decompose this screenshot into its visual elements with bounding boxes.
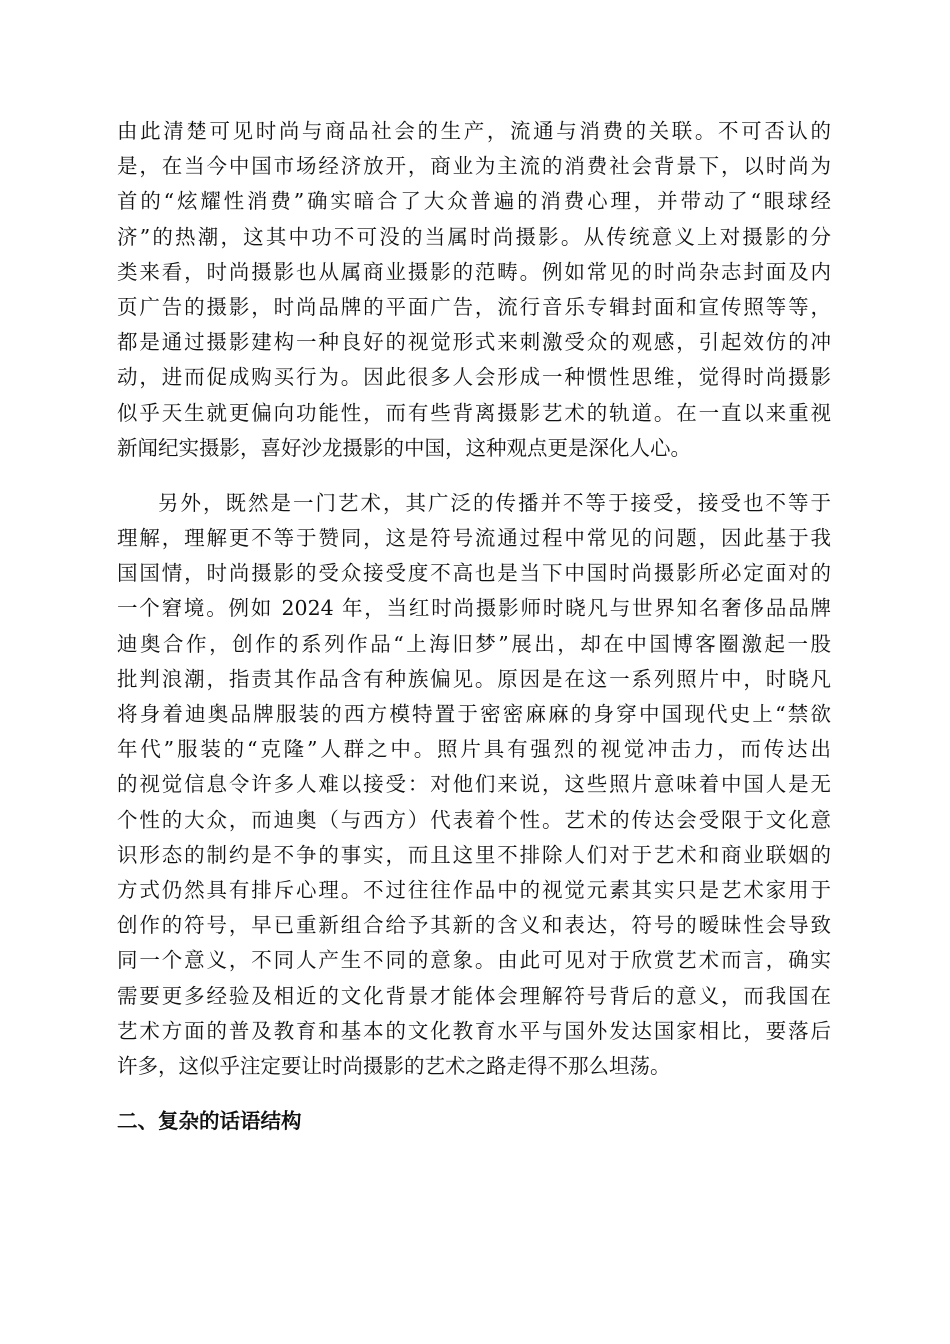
text-line: 似乎天生就更偏向功能性，而有些背离摄影艺术的轨道。在一直以来重视 [117,400,831,425]
text-line: 艺术方面的普及教育和基本的文化教育水平与国外发达国家相比，要落后 [117,1018,831,1043]
paragraph-1 [117,114,831,466]
text-line: 济”的热潮，这其中功不可没的当属时尚摄影。从传统意义上对摄影的分 [117,224,831,249]
paragraph-2 [117,486,831,1084]
text-line: 是，在当今中国市场经济放开，商业为主流的消费社会背景下，以时尚为 [117,154,831,179]
text-line: 动，进而促成购买行为。因此很多人会形成一种惯性思维，觉得时尚摄影 [117,365,831,390]
text-line: 由此清楚可见时尚与商品社会的生产，流通与消费的关联。不可否认的 [117,119,831,143]
text-line: 需要更多经验及相近的文化背景才能体会理解符号背后的意义，而我国在 [117,983,831,1008]
text-line: 首的“炫耀性消费”确实暗合了大众普遍的消费心理，并带动了“眼球经 [117,189,831,214]
text-line: 类来看，时尚摄影也从属商业摄影的范畴。例如常见的时尚杂志封面及内 [117,259,831,284]
text-line: 迪奥合作，创作的系列作品“上海旧梦”展出，却在中国博客圈激起一股 [117,631,831,656]
text-line: 创作的符号，早已重新组合给予其新的含义和表达，符号的暧昧性会导致 [117,913,831,938]
text-line: 将身着迪奥品牌服装的西方模特置于密密麻麻的身穿中国现代史上“禁欲 [117,702,831,726]
section-heading: 二、复杂的话语结构 [117,1109,302,1134]
text-line: 许多，这似乎注定要让时尚摄影的艺术之路走得不那么坦荡。 [117,1053,671,1078]
text-line: 新闻纪实摄影，喜好沙龙摄影的中国，这种观点更是深化人心。 [117,435,691,460]
text-line: 方式仍然具有排斥心理。不过往往作品中的视觉元素其实只是艺术家用于 [117,877,831,902]
text-line: 个性的大众，而迪奥（与西方）代表着个性。艺术的传达会受限于文化意 [117,807,831,832]
text-line: 的视觉信息令许多人难以接受：对他们来说，这些照片意味着中国人是无 [117,772,831,797]
text-line: 一个窘境。例如 2024 年，当红时尚摄影师时晓凡与世界知名奢侈品品牌 [117,596,831,621]
document-page [117,114,831,1156]
text-line: 都是通过摄影建构一种良好的视觉形式来刺激受众的观感，引起效仿的冲 [117,330,831,355]
text-line: 国国情，时尚摄影的受众接受度不高也是当下中国时尚摄影所必定面对的 [117,561,831,586]
text-line: 同一个意义，不同人产生不同的意象。由此可见对于欣赏艺术而言，确实 [117,948,831,973]
text-line: 批判浪潮，指责其作品含有种族偏见。原因是在这一系列照片中，时晓凡 [117,666,831,691]
text-line: 识形态的制约是不争的事实，而且这里不排除人们对于艺术和商业联姻的 [117,842,831,867]
text-line: 年代”服装的“克隆”人群之中。照片具有强烈的视觉冲击力，而传达出 [117,737,831,762]
text-line: 页广告的摄影，时尚品牌的平面广告，流行音乐专辑封面和宣传照等等， [117,294,831,319]
text-line: 另外，既然是一门艺术，其广泛的传播并不等于接受，接受也不等于 [158,490,831,515]
text-line: 理解，理解更不等于赞同，这是符号流通过程中常见的问题，因此基于我 [117,526,831,551]
